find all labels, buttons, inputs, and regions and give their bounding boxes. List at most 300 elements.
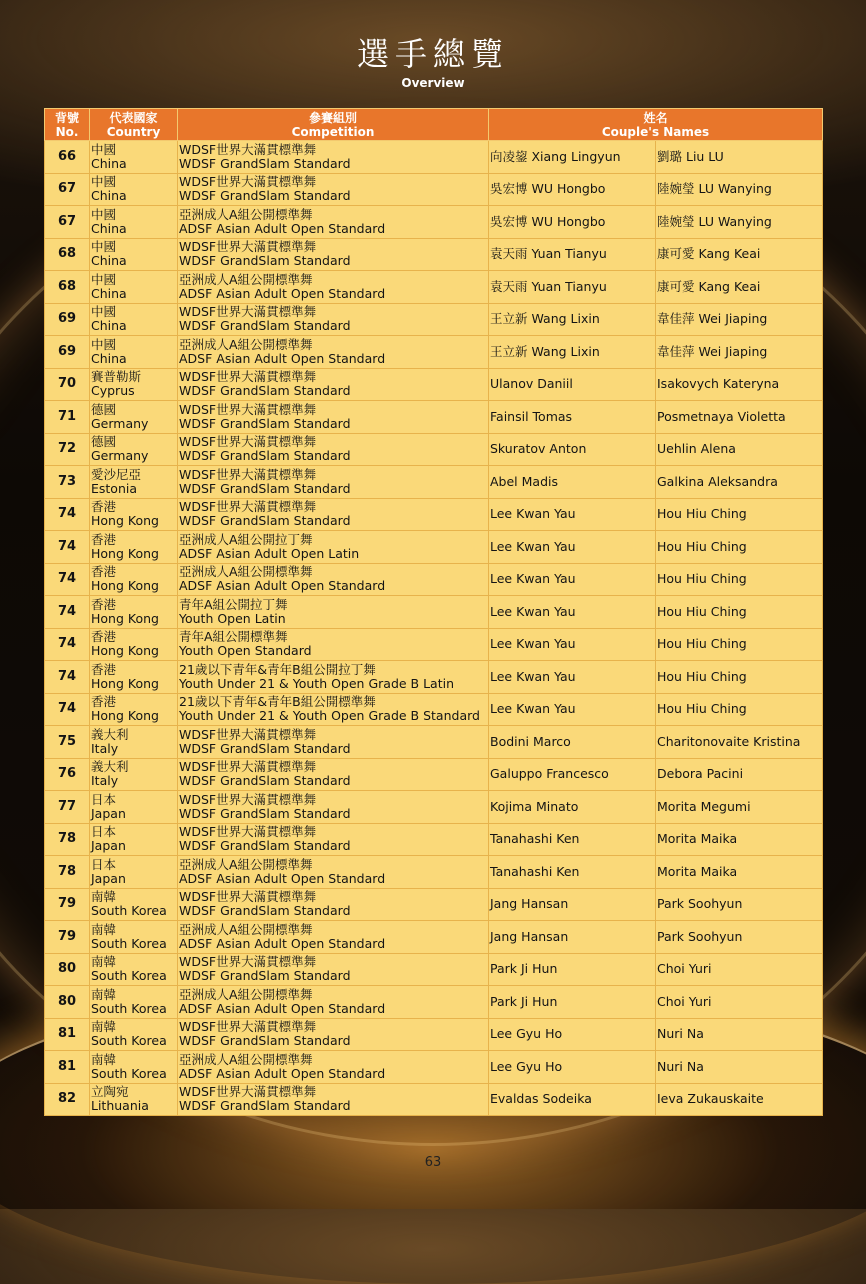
country-zh: 香港 bbox=[91, 531, 117, 547]
table-row bbox=[45, 1083, 823, 1116]
cell-partner-1: Park Ji Hun bbox=[489, 953, 656, 986]
country-en: China bbox=[91, 318, 127, 334]
competition-en: WDSF GrandSlam Standard bbox=[179, 480, 351, 496]
competition-en: Youth Open Standard bbox=[179, 643, 312, 659]
cell-country bbox=[90, 888, 178, 921]
cell-competition bbox=[178, 693, 489, 726]
country-zh: 中國 bbox=[91, 239, 117, 255]
cell-partner-2: Hou Hiu Ching bbox=[656, 531, 823, 564]
cell-number: 70 bbox=[45, 368, 90, 401]
cell-partner-2: Nuri Na bbox=[656, 1051, 823, 1084]
table-row bbox=[45, 953, 823, 986]
table-row bbox=[45, 1051, 823, 1084]
column-header-no bbox=[45, 109, 90, 141]
cell-competition bbox=[178, 173, 489, 206]
country-zh: 香港 bbox=[91, 661, 117, 677]
competition-zh: 亞洲成人A組公開標準舞 bbox=[179, 921, 313, 937]
cell-competition bbox=[178, 238, 489, 271]
cell-competition bbox=[178, 726, 489, 759]
cell-partner-1: 吳宏博 WU Hongbo bbox=[489, 206, 656, 239]
cell-partner-2: 劉璐 Liu LU bbox=[656, 141, 823, 174]
page-title: 選手總覽 bbox=[356, 35, 509, 73]
cell-partner-2: Galkina Aleksandra bbox=[656, 466, 823, 499]
page-number: 63 bbox=[424, 1155, 442, 1170]
column-header-country-zh: 代表國家 bbox=[109, 110, 158, 125]
cell-partner-2: Isakovych Kateryna bbox=[656, 368, 823, 401]
country-en: China bbox=[91, 350, 127, 366]
cell-country bbox=[90, 368, 178, 401]
cell-partner-1: Bodini Marco bbox=[489, 726, 656, 759]
competition-en: WDSF GrandSlam Standard bbox=[179, 903, 351, 919]
column-header-competition-zh: 參賽組別 bbox=[308, 110, 357, 125]
country-zh: 香港 bbox=[91, 564, 117, 580]
cell-country bbox=[90, 336, 178, 369]
cell-partner-2: Uehlin Alena bbox=[656, 433, 823, 466]
column-header-no-en: No. bbox=[55, 124, 79, 139]
cell-number: 82 bbox=[45, 1083, 90, 1116]
cell-country bbox=[90, 921, 178, 954]
table-row bbox=[45, 173, 823, 206]
cell-number: 72 bbox=[45, 433, 90, 466]
cell-competition bbox=[178, 888, 489, 921]
table-row bbox=[45, 693, 823, 726]
column-header-names bbox=[489, 109, 823, 141]
cell-competition bbox=[178, 758, 489, 791]
table-row bbox=[45, 1018, 823, 1051]
country-zh: 愛沙尼亞 bbox=[91, 466, 142, 482]
country-en: Hong Kong bbox=[91, 545, 159, 561]
competition-zh: WDSF世界大滿貫標準舞 bbox=[179, 141, 317, 157]
competition-en: Youth Under 21 & Youth Open Grade B Standard bbox=[179, 708, 480, 724]
competition-en: WDSF GrandSlam Standard bbox=[179, 1033, 351, 1049]
competition-en: ADSF Asian Adult Open Standard bbox=[179, 350, 386, 366]
cell-country bbox=[90, 173, 178, 206]
cell-number: 81 bbox=[45, 1018, 90, 1051]
cell-country bbox=[90, 531, 178, 564]
competition-en: WDSF GrandSlam Standard bbox=[179, 253, 351, 269]
competition-en: WDSF GrandSlam Standard bbox=[179, 838, 351, 854]
country-zh: 中國 bbox=[91, 206, 117, 222]
table-row bbox=[45, 238, 823, 271]
cell-partner-1: Fainsil Tomas bbox=[489, 401, 656, 434]
country-zh: 日本 bbox=[91, 824, 117, 840]
cell-country bbox=[90, 661, 178, 694]
country-en: Hong Kong bbox=[91, 610, 159, 626]
cell-competition bbox=[178, 986, 489, 1019]
cell-competition bbox=[178, 1051, 489, 1084]
country-zh: 香港 bbox=[91, 596, 117, 612]
cell-number: 69 bbox=[45, 336, 90, 369]
competition-zh: 亞洲成人A組公開標準舞 bbox=[179, 856, 313, 872]
table-row bbox=[45, 986, 823, 1019]
cell-competition bbox=[178, 953, 489, 986]
cell-country bbox=[90, 401, 178, 434]
cell-partner-2: Morita Maika bbox=[656, 856, 823, 889]
cell-partner-1: 吳宏博 WU Hongbo bbox=[489, 173, 656, 206]
cell-number: 69 bbox=[45, 303, 90, 336]
cell-number: 74 bbox=[45, 596, 90, 629]
country-en: Italy bbox=[91, 773, 119, 789]
country-zh: 中國 bbox=[91, 271, 117, 287]
competition-zh: WDSF世界大滿貫標準舞 bbox=[179, 1019, 317, 1035]
table-row bbox=[45, 466, 823, 499]
competition-zh: WDSF世界大滿貫標準舞 bbox=[179, 791, 317, 807]
cell-country bbox=[90, 238, 178, 271]
cell-partner-1: Lee Gyu Ho bbox=[489, 1051, 656, 1084]
competition-zh: WDSF世界大滿貫標準舞 bbox=[179, 889, 317, 905]
country-zh: 中國 bbox=[91, 141, 117, 157]
cell-competition bbox=[178, 498, 489, 531]
cell-partner-2: Posmetnaya Violetta bbox=[656, 401, 823, 434]
cell-country bbox=[90, 303, 178, 336]
cell-partner-2: Morita Maika bbox=[656, 823, 823, 856]
competition-en: WDSF GrandSlam Standard bbox=[179, 740, 351, 756]
cell-partner-2: Hou Hiu Ching bbox=[656, 596, 823, 629]
competition-en: WDSF GrandSlam Standard bbox=[179, 383, 351, 399]
cell-country bbox=[90, 1051, 178, 1084]
country-en: Italy bbox=[91, 740, 119, 756]
cell-partner-1: Lee Kwan Yau bbox=[489, 531, 656, 564]
cell-competition bbox=[178, 368, 489, 401]
cell-country bbox=[90, 271, 178, 304]
cell-competition bbox=[178, 1018, 489, 1051]
country-en: Hong Kong bbox=[91, 708, 159, 724]
cell-country bbox=[90, 466, 178, 499]
country-zh: 日本 bbox=[91, 791, 117, 807]
table-row bbox=[45, 628, 823, 661]
column-header-country-en: Country bbox=[106, 124, 161, 139]
cell-partner-1: Park Ji Hun bbox=[489, 986, 656, 1019]
cell-partner-1: 王立新 Wang Lixin bbox=[489, 336, 656, 369]
country-zh: 南韓 bbox=[91, 889, 117, 905]
table-row bbox=[45, 531, 823, 564]
cell-competition bbox=[178, 921, 489, 954]
cell-number: 74 bbox=[45, 531, 90, 564]
cell-country bbox=[90, 1083, 178, 1116]
cell-competition bbox=[178, 596, 489, 629]
cell-partner-2: Morita Megumi bbox=[656, 791, 823, 824]
country-en: Japan bbox=[91, 805, 126, 821]
cell-country bbox=[90, 823, 178, 856]
cell-number: 80 bbox=[45, 986, 90, 1019]
cell-partner-1: 袁天雨 Yuan Tianyu bbox=[489, 238, 656, 271]
cell-number: 74 bbox=[45, 693, 90, 726]
cell-partner-1: 王立新 Wang Lixin bbox=[489, 303, 656, 336]
country-en: China bbox=[91, 188, 127, 204]
table-row bbox=[45, 661, 823, 694]
country-zh: 中國 bbox=[91, 174, 117, 190]
cell-competition bbox=[178, 856, 489, 889]
country-zh: 德國 bbox=[91, 401, 117, 417]
column-header-names-zh: 姓名 bbox=[643, 110, 668, 125]
cell-number: 74 bbox=[45, 628, 90, 661]
country-en: Hong Kong bbox=[91, 578, 159, 594]
cell-partner-2: 韋佳萍 Wei Jiaping bbox=[656, 303, 823, 336]
country-zh: 南韓 bbox=[91, 1019, 117, 1035]
table-row bbox=[45, 336, 823, 369]
competition-en: WDSF GrandSlam Standard bbox=[179, 513, 351, 529]
table-row bbox=[45, 563, 823, 596]
competition-en: WDSF GrandSlam Standard bbox=[179, 1098, 351, 1114]
competition-zh: WDSF世界大滿貫標準舞 bbox=[179, 239, 317, 255]
cell-number: 80 bbox=[45, 953, 90, 986]
cell-number: 68 bbox=[45, 271, 90, 304]
competition-en: ADSF Asian Adult Open Standard bbox=[179, 220, 386, 236]
cell-partner-2: Ieva Zukauskaite bbox=[656, 1083, 823, 1116]
cell-number: 71 bbox=[45, 401, 90, 434]
country-en: Japan bbox=[91, 838, 126, 854]
cell-competition bbox=[178, 1083, 489, 1116]
cell-partner-2: Charitonovaite Kristina bbox=[656, 726, 823, 759]
cell-country bbox=[90, 1018, 178, 1051]
country-en: South Korea bbox=[91, 1000, 167, 1016]
competition-zh: WDSF世界大滿貫標準舞 bbox=[179, 499, 317, 515]
country-en: Japan bbox=[91, 870, 126, 886]
competition-zh: 21歲以下青年&青年B組公開拉丁舞 bbox=[179, 661, 376, 677]
table-row bbox=[45, 791, 823, 824]
country-zh: 南韓 bbox=[91, 1051, 117, 1067]
cell-partner-1: Ulanov Daniil bbox=[489, 368, 656, 401]
cell-number: 79 bbox=[45, 888, 90, 921]
cell-competition bbox=[178, 791, 489, 824]
table-row bbox=[45, 921, 823, 954]
table-row bbox=[45, 401, 823, 434]
cell-partner-1: Tanahashi Ken bbox=[489, 823, 656, 856]
cell-competition bbox=[178, 661, 489, 694]
column-header-no-zh: 背號 bbox=[54, 110, 79, 125]
competition-zh: 21歲以下青年&青年B組公開標準舞 bbox=[179, 694, 376, 710]
cell-partner-1: Lee Kwan Yau bbox=[489, 596, 656, 629]
page-subtitle: Overview bbox=[401, 76, 465, 90]
competition-zh: 亞洲成人A組公開拉丁舞 bbox=[179, 531, 313, 547]
cell-country bbox=[90, 856, 178, 889]
cell-country bbox=[90, 758, 178, 791]
cell-country bbox=[90, 986, 178, 1019]
table-row bbox=[45, 856, 823, 889]
cell-partner-2: Hou Hiu Ching bbox=[656, 563, 823, 596]
competition-en: ADSF Asian Adult Open Standard bbox=[179, 1065, 386, 1081]
cell-country bbox=[90, 206, 178, 239]
table-row bbox=[45, 433, 823, 466]
cell-country bbox=[90, 726, 178, 759]
country-en: Cyprus bbox=[91, 383, 135, 399]
competition-zh: 亞洲成人A組公開標準舞 bbox=[179, 564, 313, 580]
cell-partner-2: Debora Pacini bbox=[656, 758, 823, 791]
competition-en: ADSF Asian Adult Open Latin bbox=[179, 545, 360, 561]
cell-partner-1: 向凌鋆 Xiang Lingyun bbox=[489, 141, 656, 174]
cell-number: 74 bbox=[45, 498, 90, 531]
competition-en: Youth Under 21 & Youth Open Grade B Latin bbox=[179, 675, 455, 691]
country-zh: 南韓 bbox=[91, 921, 117, 937]
cell-partner-2: 康可愛 Kang Keai bbox=[656, 238, 823, 271]
country-en: South Korea bbox=[91, 1065, 167, 1081]
country-zh: 日本 bbox=[91, 856, 117, 872]
competition-en: WDSF GrandSlam Standard bbox=[179, 773, 351, 789]
cell-number: 74 bbox=[45, 563, 90, 596]
country-en: Germany bbox=[91, 448, 149, 464]
country-en: Hong Kong bbox=[91, 675, 159, 691]
cell-country bbox=[90, 791, 178, 824]
competition-en: ADSF Asian Adult Open Standard bbox=[179, 285, 386, 301]
cell-partner-1: Lee Kwan Yau bbox=[489, 661, 656, 694]
cell-number: 79 bbox=[45, 921, 90, 954]
cell-partner-1: Tanahashi Ken bbox=[489, 856, 656, 889]
competition-zh: WDSF世界大滿貫標準舞 bbox=[179, 954, 317, 970]
cell-country bbox=[90, 953, 178, 986]
cell-competition bbox=[178, 433, 489, 466]
cell-partner-2: Park Soohyun bbox=[656, 888, 823, 921]
cell-competition bbox=[178, 401, 489, 434]
cell-country bbox=[90, 141, 178, 174]
cell-partner-1: Jang Hansan bbox=[489, 921, 656, 954]
cell-partner-2: Hou Hiu Ching bbox=[656, 498, 823, 531]
cell-country bbox=[90, 563, 178, 596]
cell-partner-1: Galuppo Francesco bbox=[489, 758, 656, 791]
cell-competition bbox=[178, 531, 489, 564]
competition-en: WDSF GrandSlam Standard bbox=[179, 805, 351, 821]
competition-en: ADSF Asian Adult Open Standard bbox=[179, 578, 386, 594]
cell-partner-2: Choi Yuri bbox=[656, 986, 823, 1019]
competition-zh: WDSF世界大滿貫標準舞 bbox=[179, 824, 317, 840]
country-en: South Korea bbox=[91, 968, 167, 984]
cell-partner-1: Evaldas Sodeika bbox=[489, 1083, 656, 1116]
cell-number: 67 bbox=[45, 206, 90, 239]
competition-zh: WDSF世界大滿貫標準舞 bbox=[179, 726, 317, 742]
cell-number: 77 bbox=[45, 791, 90, 824]
country-zh: 德國 bbox=[91, 434, 117, 450]
competition-zh: 亞洲成人A組公開標準舞 bbox=[179, 336, 313, 352]
cell-number: 68 bbox=[45, 238, 90, 271]
country-zh: 中國 bbox=[91, 336, 117, 352]
cell-competition bbox=[178, 466, 489, 499]
cell-partner-1: 袁天雨 Yuan Tianyu bbox=[489, 271, 656, 304]
competition-zh: WDSF世界大滿貫標準舞 bbox=[179, 434, 317, 450]
table-row bbox=[45, 368, 823, 401]
competition-zh: 青年A組公開標準舞 bbox=[179, 629, 288, 645]
cell-competition bbox=[178, 303, 489, 336]
country-zh: 義大利 bbox=[91, 726, 129, 742]
cell-partner-2: 韋佳萍 Wei Jiaping bbox=[656, 336, 823, 369]
cell-partner-2: Hou Hiu Ching bbox=[656, 693, 823, 726]
table-row bbox=[45, 888, 823, 921]
country-zh: 中國 bbox=[91, 304, 117, 320]
cell-competition bbox=[178, 141, 489, 174]
country-zh: 義大利 bbox=[91, 759, 129, 775]
cell-partner-2: 陸婉瑩 LU Wanying bbox=[656, 206, 823, 239]
competition-zh: 亞洲成人A組公開標準舞 bbox=[179, 1051, 313, 1067]
column-header-competition bbox=[178, 109, 489, 141]
cell-competition bbox=[178, 336, 489, 369]
competition-en: ADSF Asian Adult Open Standard bbox=[179, 1000, 386, 1016]
country-zh: 香港 bbox=[91, 629, 117, 645]
cell-country bbox=[90, 596, 178, 629]
cell-number: 66 bbox=[45, 141, 90, 174]
competition-en: WDSF GrandSlam Standard bbox=[179, 155, 351, 171]
cell-partner-1: Kojima Minato bbox=[489, 791, 656, 824]
table-row bbox=[45, 823, 823, 856]
cell-partner-2: Hou Hiu Ching bbox=[656, 628, 823, 661]
cell-number: 78 bbox=[45, 823, 90, 856]
cell-partner-2: 陸婉瑩 LU Wanying bbox=[656, 173, 823, 206]
cell-number: 74 bbox=[45, 661, 90, 694]
country-en: China bbox=[91, 285, 127, 301]
cell-competition bbox=[178, 206, 489, 239]
table-row bbox=[45, 271, 823, 304]
country-en: South Korea bbox=[91, 903, 167, 919]
cell-partner-2: Park Soohyun bbox=[656, 921, 823, 954]
cell-number: 78 bbox=[45, 856, 90, 889]
competition-en: ADSF Asian Adult Open Standard bbox=[179, 935, 386, 951]
cell-partner-1: Jang Hansan bbox=[489, 888, 656, 921]
cell-partner-2: 康可愛 Kang Keai bbox=[656, 271, 823, 304]
country-en: Lithuania bbox=[91, 1098, 149, 1114]
country-zh: 立陶宛 bbox=[91, 1084, 129, 1100]
table-header-row bbox=[45, 109, 823, 141]
country-en: Hong Kong bbox=[91, 513, 159, 529]
competition-en: WDSF GrandSlam Standard bbox=[179, 318, 351, 334]
cell-partner-1: Lee Gyu Ho bbox=[489, 1018, 656, 1051]
country-zh: 賽普勒斯 bbox=[91, 369, 142, 385]
column-header-country bbox=[90, 109, 178, 141]
column-header-competition-en: Competition bbox=[291, 124, 375, 139]
competition-zh: WDSF世界大滿貫標準舞 bbox=[179, 401, 317, 417]
overview-table bbox=[44, 108, 823, 1116]
cell-number: 81 bbox=[45, 1051, 90, 1084]
country-zh: 香港 bbox=[91, 499, 117, 515]
competition-en: WDSF GrandSlam Standard bbox=[179, 415, 351, 431]
table-row bbox=[45, 596, 823, 629]
competition-zh: WDSF世界大滿貫標準舞 bbox=[179, 759, 317, 775]
competition-zh: 亞洲成人A組公開標準舞 bbox=[179, 986, 313, 1002]
country-en: China bbox=[91, 155, 127, 171]
cell-number: 73 bbox=[45, 466, 90, 499]
country-en: Estonia bbox=[91, 480, 138, 496]
cell-country bbox=[90, 628, 178, 661]
competition-zh: WDSF世界大滿貫標準舞 bbox=[179, 1084, 317, 1100]
cell-number: 76 bbox=[45, 758, 90, 791]
competition-en: Youth Open Latin bbox=[179, 610, 286, 626]
cell-number: 67 bbox=[45, 173, 90, 206]
competition-en: WDSF GrandSlam Standard bbox=[179, 448, 351, 464]
competition-en: WDSF GrandSlam Standard bbox=[179, 968, 351, 984]
cell-competition bbox=[178, 271, 489, 304]
cell-country bbox=[90, 498, 178, 531]
cell-competition bbox=[178, 628, 489, 661]
cell-partner-2: Choi Yuri bbox=[656, 953, 823, 986]
country-en: Hong Kong bbox=[91, 643, 159, 659]
country-en: Germany bbox=[91, 415, 149, 431]
cell-country bbox=[90, 693, 178, 726]
competition-zh: 亞洲成人A組公開標準舞 bbox=[179, 206, 313, 222]
table-row bbox=[45, 498, 823, 531]
competition-zh: 青年A組公開拉丁舞 bbox=[179, 596, 288, 612]
table-row bbox=[45, 141, 823, 174]
country-en: China bbox=[91, 253, 127, 269]
cell-partner-1: Lee Kwan Yau bbox=[489, 628, 656, 661]
table-row bbox=[45, 206, 823, 239]
cell-competition bbox=[178, 563, 489, 596]
cell-partner-2: Nuri Na bbox=[656, 1018, 823, 1051]
country-en: South Korea bbox=[91, 935, 167, 951]
cell-partner-1: Abel Madis bbox=[489, 466, 656, 499]
table-row bbox=[45, 726, 823, 759]
country-zh: 南韓 bbox=[91, 954, 117, 970]
cell-partner-2: Hou Hiu Ching bbox=[656, 661, 823, 694]
table-row bbox=[45, 758, 823, 791]
cell-partner-1: Lee Kwan Yau bbox=[489, 693, 656, 726]
column-header-names-en: Couple's Names bbox=[601, 124, 710, 139]
country-en: China bbox=[91, 220, 127, 236]
